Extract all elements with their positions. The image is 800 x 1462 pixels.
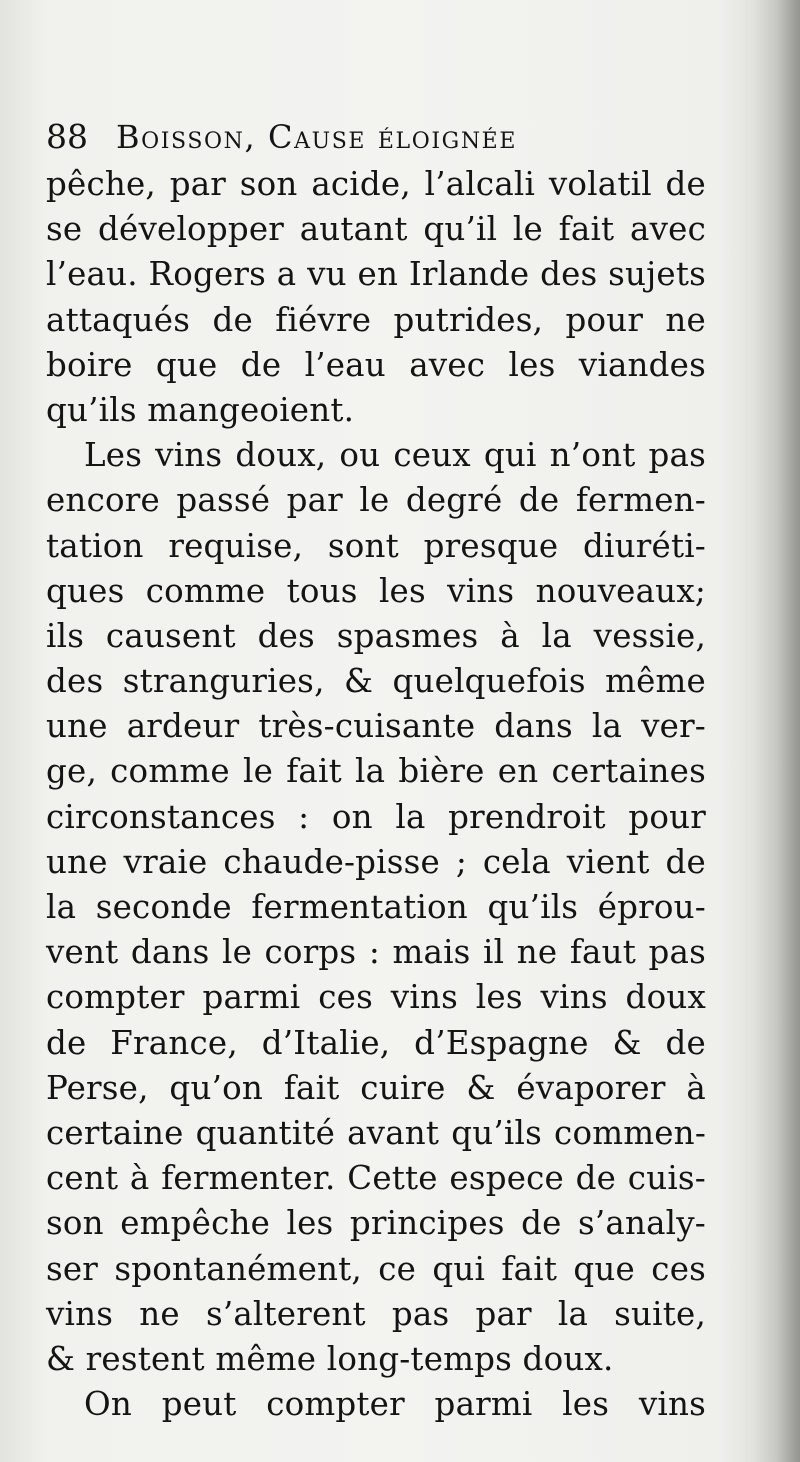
text-line: qu’ils mangeoient.: [46, 390, 355, 429]
paragraph-start-line: Les vins doux, ou ceux qui n’ont pas: [84, 436, 706, 475]
text-line: & restent même long-temps doux.: [46, 1339, 614, 1378]
page-text: [46, 112, 706, 1427]
text-line: pêche, par son acide, l’alcali volatil de: [46, 165, 706, 203]
running-head: Boisson, Cause éloignée: [116, 118, 517, 156]
text-line: circonstances : on la prendroit pour: [46, 797, 706, 836]
text-line: encore passé par le degré de fermen-: [46, 481, 706, 520]
text-line: vins ne s’alterent pas par la suite,: [46, 1294, 706, 1333]
text-line: son empêche les principes de s’analy-: [46, 1204, 706, 1243]
text-line: boire que de l’eau avec les viandes: [46, 345, 706, 384]
text-line: attaqués de fiévre putrides, pour ne: [46, 300, 706, 339]
text-line: compter parmi ces vins les vins doux: [46, 978, 706, 1017]
text-line: ser spontanément, ce qui fait que ces: [46, 1249, 706, 1288]
gutter-shadow: [752, 0, 800, 1462]
text-line: se développer autant qu’il le fait avec: [46, 210, 706, 249]
text-line: la seconde fermentation qu’ils éprou-: [46, 888, 706, 926]
text-line: ge, comme le fait la bière en certaines: [46, 752, 706, 791]
text-line: ils causent des spasmes à la vessie,: [46, 616, 706, 655]
text-line: cent à fermenter. Cette espece de cuis-: [46, 1159, 706, 1198]
text-line: tation requise, sont presque diuréti-: [46, 526, 706, 565]
page-number: 88: [46, 117, 88, 156]
text-line: vent dans le corps : mais il ne faut pas: [46, 933, 706, 972]
text-line: des stranguries, & quelquefois même: [46, 662, 706, 701]
text-line: certaine quantité avant qu’ils commen-: [46, 1113, 706, 1152]
paragraph-start-line: On peut compter parmi les vins: [84, 1385, 706, 1424]
text-line: Perse, qu’on fait cuire & évaporer à: [46, 1068, 706, 1107]
text-line: une ardeur très-cuisante dans la ver-: [46, 707, 706, 746]
text-line: une vraie chaude-pisse ; cela vient de: [46, 842, 706, 881]
text-line: l’eau. Rogers a vu en Irlande des sujets: [46, 255, 706, 294]
page-header: [46, 112, 706, 162]
text-line: de France, d’Italie, d’Espagne & de: [46, 1023, 706, 1062]
text-line: ques comme tous les vins nouveaux;: [46, 571, 706, 610]
